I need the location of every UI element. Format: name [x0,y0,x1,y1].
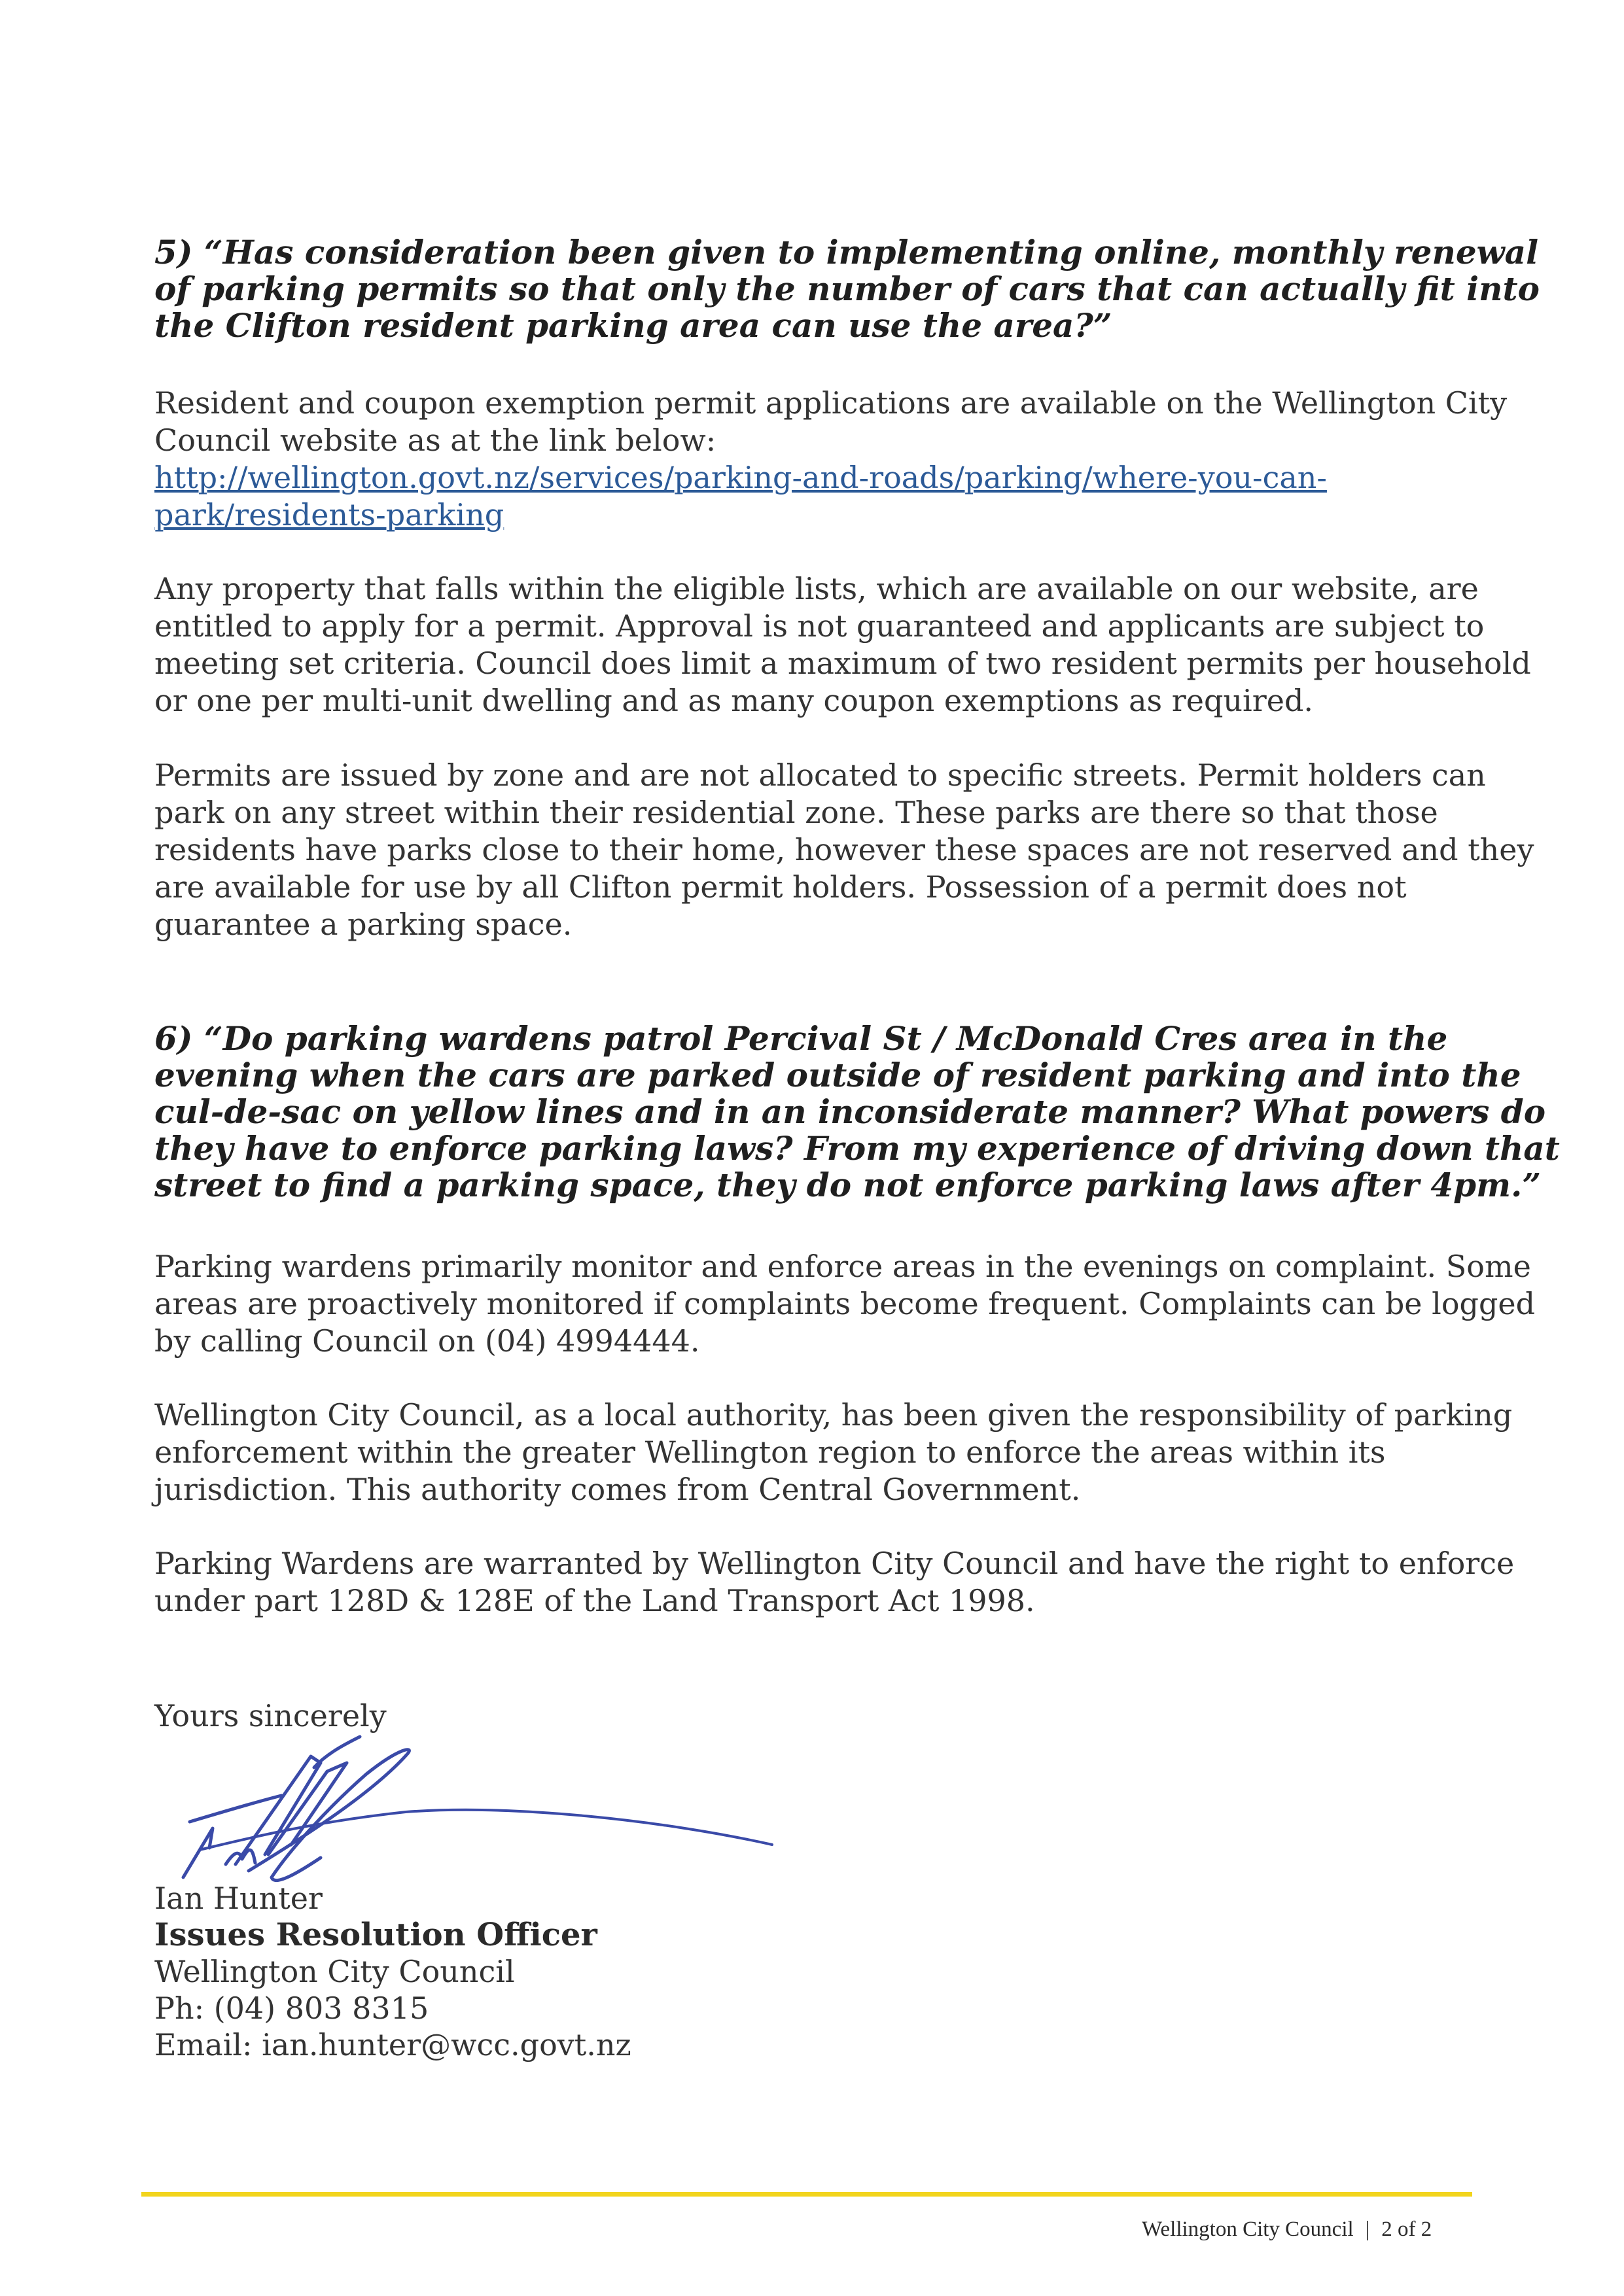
paragraph-line: jurisdiction. This authority comes from Central Government. [154,1472,1081,1507]
paragraph-line: enforcement within the greater Wellington region to enforce the areas within its [154,1435,1386,1470]
question-6-line: they have to enforce parking laws? From my experience of driving down that [154,1129,1560,1168]
paragraph-line: Council website as at the link below: [154,423,716,458]
residents-parking-link[interactable] [154,496,1476,534]
signatory-organisation: Wellington City Council [154,1954,515,1989]
question-5-line: the Clifton resident parking area can use the area?” [154,306,1112,345]
paragraph-line: Resident and coupon exemption permit applications are available on the Wellington City [154,385,1508,421]
signatory-title: Issues Resolution Officer [154,1917,597,1953]
paragraph-line: residents have parks close to their home, however these spaces are not reserved and they [154,832,1534,867]
paragraph-line: under part 128D & 128E of the Land Transport Act 1998. [154,1583,1035,1618]
paragraph-line: are available for use by all Clifton permit holders. Possession of a permit does not [154,869,1407,905]
answer-6-monitoring [154,1248,1536,1360]
question-6 [154,1019,1560,1204]
signatory-name: Ian Hunter [154,1881,323,1916]
answer-5-intro [154,385,1508,534]
signatory-phone: Ph: (04) 803 8315 [154,1991,429,2026]
paragraph-line: entitled to apply for a permit. Approval is not guaranteed and applicants are subject to [154,608,1485,644]
question-5-line: 5) “Has consideration been given to implementing online, monthly renewal [154,233,1539,271]
answer-6-authority [154,1397,1513,1508]
handwritten-signature [150,1714,785,1910]
paragraph-line: park on any street within their residential zone. These parks are there so that those [154,795,1438,830]
footer-rule [141,2192,1472,2197]
answer-5-eligibility [154,570,1531,720]
question-5 [154,233,1540,345]
question-6-line: cul-de-sac on yellow lines and in an inconsiderate manner? What powers do [154,1092,1546,1131]
paragraph-line: Parking Wardens are warranted by Wellington City Council and have the right to enforce [154,1546,1515,1581]
link-line: http://wellington.govt.nz/services/parking-and-roads/parking/where-you-can- [154,460,1327,495]
link-line: park/residents-parking [154,497,504,532]
paragraph-line: Permits are issued by zone and are not allocated to specific streets. Permit holders can [154,757,1486,793]
page-number: 2 of 2 [1381,2218,1432,2241]
page-footer [1142,2218,1432,2242]
paragraph-line: by calling Council on (04) 4994444. [154,1323,700,1359]
answer-6-warrant [154,1545,1515,1620]
paragraph-line: meeting set criteria. Council does limit a maximum of two resident permits per household [154,646,1531,681]
question-6-line: street to find a parking space, they do not enforce parking laws after 4pm.” [154,1166,1542,1204]
paragraph-line: areas are proactively monitored if complaints become frequent. Complaints can be logged [154,1286,1536,1321]
salutation: Yours sincerely [154,1698,387,1733]
question-5-line: of parking permits so that only the number of cars that can actually fit into [154,270,1540,308]
answer-5-zones [154,757,1534,943]
paragraph-line: Wellington City Council, as a local authority, has been given the responsibility of parking [154,1397,1513,1433]
signatory-email: Email: ian.hunter@wcc.govt.nz [154,2027,631,2062]
residents-parking-link[interactable] [154,459,1476,496]
footer-organisation: Wellington City Council [1142,2218,1354,2241]
footer-separator: | [1365,2218,1370,2241]
question-6-line: 6) “Do parking wardens patrol Percival St / McDonald Cres area in the [154,1019,1448,1058]
paragraph-line: Any property that falls within the eligible lists, which are available on our website, are [154,571,1479,606]
paragraph-line: Parking wardens primarily monitor and enforce areas in the evenings on complaint. Some [154,1249,1531,1284]
paragraph-line: or one per multi-unit dwelling and as many coupon exemptions as required. [154,683,1314,718]
paragraph-line: guarantee a parking space. [154,907,573,942]
question-6-line: evening when the cars are parked outside of resident parking and into the [154,1056,1521,1094]
